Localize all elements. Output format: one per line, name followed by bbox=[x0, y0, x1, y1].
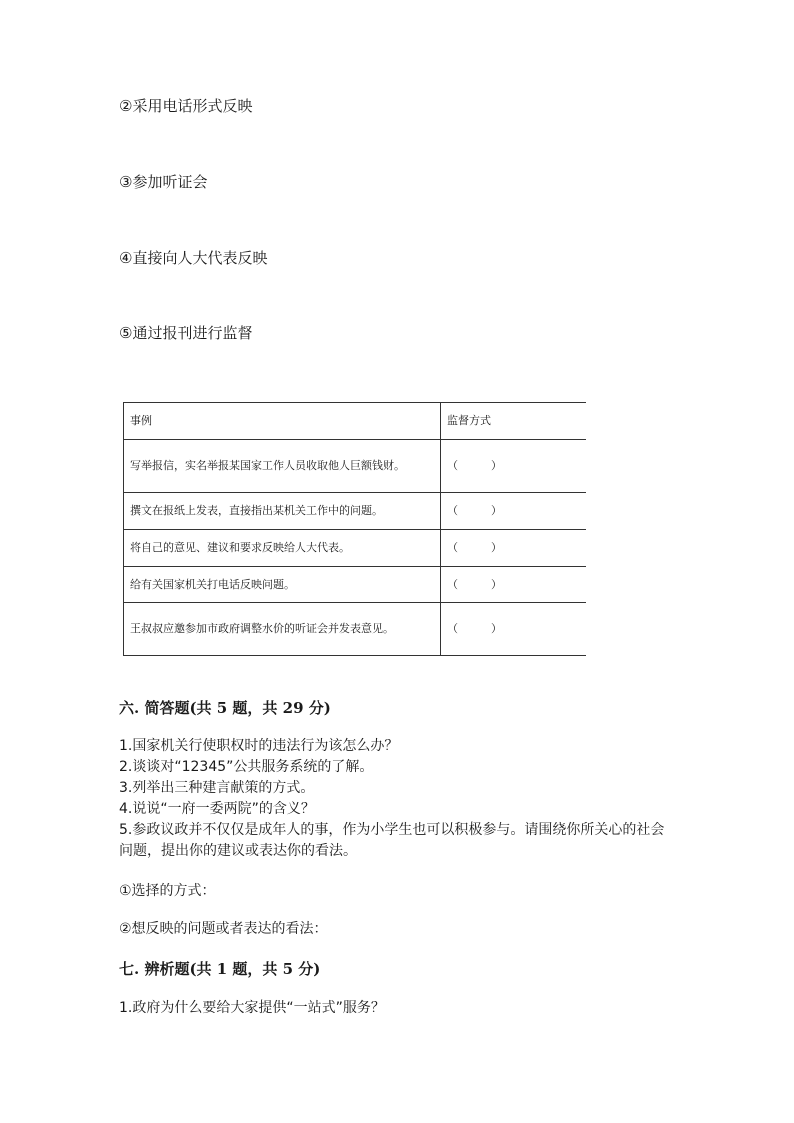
header-method: 监督方式 bbox=[441, 403, 587, 440]
option-5: ⑤通过报刊进行监督 bbox=[119, 324, 253, 342]
answer-blank[interactable]: （ ） bbox=[441, 440, 587, 493]
option-3: ③参加听证会 bbox=[119, 173, 208, 191]
question-2: 2.谈谈对“12345”公共服务系统的了解。 bbox=[119, 759, 374, 775]
question-1: 1.国家机关行使职权时的违法行为该怎么办？ bbox=[119, 738, 399, 754]
case-cell: 给有关国家机关打电话反映问题。 bbox=[124, 567, 441, 603]
table-header-row bbox=[124, 403, 587, 440]
answer-blank[interactable]: （ ） bbox=[441, 603, 587, 656]
case-cell: 撰文在报纸上发表，直接指出某机关工作中的问题。 bbox=[124, 493, 441, 530]
question-3: 3.列举出三种建言献策的方式。 bbox=[119, 780, 315, 796]
answer-blank[interactable]: （ ） bbox=[441, 530, 587, 567]
option-2: ②采用电话形式反映 bbox=[119, 97, 253, 115]
case-cell: 写举报信，实名举报某国家工作人员收取他人巨额钱财。 bbox=[124, 440, 441, 493]
sub-issue-opinion: ②想反映的问题或者表达的看法： bbox=[119, 921, 328, 937]
question-5: 5.参政议政并不仅仅是成年人的事，作为小学生也可以积极参与。请围绕你所关心的社会问题，提出你的建议或表达你的看法。 bbox=[119, 822, 665, 859]
table-row bbox=[124, 603, 587, 656]
table-row bbox=[124, 567, 587, 603]
sub-choose-method: ①选择的方式： bbox=[119, 883, 216, 899]
section-6-questions bbox=[119, 736, 679, 862]
answer-blank[interactable]: （ ） bbox=[441, 493, 587, 530]
section-6-title: 六. 简答题(共 5 题，共 29 分) bbox=[119, 699, 331, 717]
option-4: ④直接向人大代表反映 bbox=[119, 249, 268, 267]
section-7-title: 七. 辨析题(共 1 题，共 5 分) bbox=[119, 960, 321, 978]
table-row bbox=[124, 493, 587, 530]
table-row bbox=[124, 440, 587, 493]
supervision-table bbox=[123, 402, 586, 656]
case-cell: 将自己的意见、建议和要求反映给人大代表。 bbox=[124, 530, 441, 567]
section-7-question-1: 1.政府为什么要给大家提供“一站式”服务？ bbox=[119, 1000, 385, 1016]
header-case: 事例 bbox=[124, 403, 441, 440]
table-row bbox=[124, 530, 587, 567]
question-4: 4.说说“一府一委两院”的含义？ bbox=[119, 801, 315, 817]
answer-blank[interactable]: （ ） bbox=[441, 567, 587, 603]
case-cell: 王叔叔应邀参加市政府调整水价的听证会并发表意见。 bbox=[124, 603, 441, 656]
